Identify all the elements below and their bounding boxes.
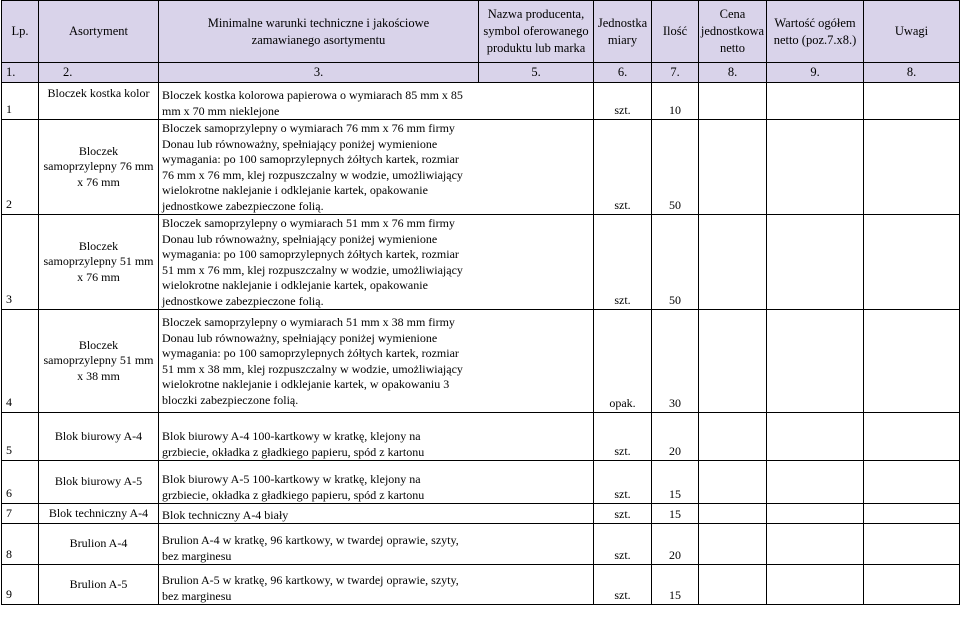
- row-price[interactable]: [699, 310, 767, 413]
- table-row: [2, 215, 960, 310]
- row-notes[interactable]: [864, 83, 960, 120]
- row-unit: opak.: [594, 310, 652, 413]
- row-quantity: 50: [652, 215, 699, 310]
- colnum-2: 2.: [39, 63, 159, 83]
- row-total[interactable]: [767, 120, 864, 215]
- row-price[interactable]: [699, 120, 767, 215]
- table-row: [2, 413, 960, 461]
- row-total[interactable]: [767, 413, 864, 461]
- row-notes[interactable]: [864, 461, 960, 504]
- row-quantity: 15: [652, 461, 699, 504]
- column-number-row: [2, 63, 960, 83]
- row-unit: szt.: [594, 504, 652, 524]
- row-unit: szt.: [594, 461, 652, 504]
- colnum-9: 8.: [864, 63, 960, 83]
- row-lp: 1: [2, 83, 39, 120]
- row-total[interactable]: [767, 504, 864, 524]
- row-total[interactable]: [767, 310, 864, 413]
- row-notes[interactable]: [864, 120, 960, 215]
- header-ilosc: Ilość: [652, 1, 699, 63]
- table-row: [2, 461, 960, 504]
- colnum-4: 5.: [479, 63, 594, 83]
- row-asortyment: Brulion A-4: [39, 524, 159, 565]
- row-notes[interactable]: [864, 215, 960, 310]
- row-lp: 2: [2, 120, 39, 215]
- row-quantity: 10: [652, 83, 699, 120]
- row-asortyment: Bloczek kostka kolor: [39, 83, 159, 120]
- row-description: Bloczek samoprzylepny o wymiarach 51 mm x 38 mm firmy Donau lub równoważny, spełniający poniżej wymienione wymagania: po 100 samoprzylepnych żółtych kartek, rozmiar 51 mm x 38 mm, klej rozpuszczalny w wodzie, umożliwiający wielokrotne naklejanie i odklejanie kartek, w opakowaniu 3 bloczki zabezpieczone folią.: [159, 310, 594, 413]
- row-unit: szt.: [594, 215, 652, 310]
- row-description: Brulion A-4 w kratkę, 96 kartkowy, w twardej oprawie, szyty, bez marginesu: [159, 524, 594, 565]
- row-description: Blok biurowy A-4 100-kartkowy w kratkę, klejony na grzbiecie, okładka z gładkiego papieru, spód z kartonu: [159, 413, 594, 461]
- row-unit: szt.: [594, 413, 652, 461]
- row-unit: szt.: [594, 83, 652, 120]
- row-lp: 5: [2, 413, 39, 461]
- table-row: [2, 83, 960, 120]
- colnum-8: 9.: [767, 63, 864, 83]
- colnum-6: 7.: [652, 63, 699, 83]
- row-total[interactable]: [767, 524, 864, 565]
- row-notes[interactable]: [864, 310, 960, 413]
- header-producent: Nazwa producenta, symbol oferowanego produktu lub marka: [479, 1, 594, 63]
- row-description: Blok techniczny A-4 biały: [159, 504, 594, 524]
- row-price[interactable]: [699, 504, 767, 524]
- header-lp: Lp.: [2, 1, 39, 63]
- row-total[interactable]: [767, 565, 864, 605]
- header-asortyment: Asortyment: [39, 1, 159, 63]
- row-lp: 8: [2, 524, 39, 565]
- row-asortyment: Bloczek samoprzylepny 51 mm x 76 mm: [39, 215, 159, 310]
- row-total[interactable]: [767, 215, 864, 310]
- row-notes[interactable]: [864, 413, 960, 461]
- row-price[interactable]: [699, 83, 767, 120]
- row-price[interactable]: [699, 215, 767, 310]
- row-notes[interactable]: [864, 524, 960, 565]
- row-asortyment: Brulion A-5: [39, 565, 159, 605]
- row-description: Brulion A-5 w kratkę, 96 kartkowy, w twardej oprawie, szyty, bez marginesu: [159, 565, 594, 605]
- header-uwagi: Uwagi: [864, 1, 960, 63]
- row-quantity: 20: [652, 413, 699, 461]
- row-asortyment: Bloczek samoprzylepny 76 mm x 76 mm: [39, 120, 159, 215]
- header-warunki: Minimalne warunki techniczne i jakościowe zamawianego asortymentu: [159, 1, 479, 63]
- row-notes[interactable]: [864, 504, 960, 524]
- row-quantity: 15: [652, 565, 699, 605]
- row-unit: szt.: [594, 565, 652, 605]
- row-quantity: 15: [652, 504, 699, 524]
- header-wartosc: Wartość ogółem netto (poz.7.x8.): [767, 1, 864, 63]
- row-asortyment: Blok techniczny A-4: [39, 504, 159, 524]
- row-asortyment: Blok biurowy A-4: [39, 413, 159, 461]
- row-price[interactable]: [699, 413, 767, 461]
- row-quantity: 50: [652, 120, 699, 215]
- table-row: [2, 310, 960, 413]
- header-jednostka: Jednostka miary: [594, 1, 652, 63]
- row-price[interactable]: [699, 565, 767, 605]
- row-asortyment: Bloczek samoprzylepny 51 mm x 38 mm: [39, 310, 159, 413]
- colnum-5: 6.: [594, 63, 652, 83]
- row-unit: szt.: [594, 524, 652, 565]
- order-table: [1, 0, 960, 605]
- table-row: [2, 524, 960, 565]
- row-description: Bloczek samoprzylepny o wymiarach 51 mm x 76 mm firmy Donau lub równoważny, spełniający poniżej wymienione wymagania: po 100 samoprzylepnych żółtych kartek, rozmiar 51 mm x 76 mm, klej rozpuszczalny w wodzie, umożliwiający wielokrotne naklejanie i odklejanie kartek, opakowanie jednostkowe zabezpieczone folią.: [159, 215, 594, 310]
- header-cena: Cena jednostkowa netto: [699, 1, 767, 63]
- row-quantity: 20: [652, 524, 699, 565]
- row-price[interactable]: [699, 461, 767, 504]
- row-description: Bloczek samoprzylepny o wymiarach 76 mm x 76 mm firmy Donau lub równoważny, spełniający poniżej wymienione wymagania: po 100 samoprzylepnych żółtych kartek, rozmiar 76 mm x 76 mm, klej rozpuszczalny w wodzie, umożliwiający wielokrotne naklejanie i odklejanie kartek, opakowanie jednostkowe zabezpieczone folią.: [159, 120, 594, 215]
- row-lp: 4: [2, 310, 39, 413]
- row-unit: szt.: [594, 120, 652, 215]
- row-description: Bloczek kostka kolorowa papierowa o wymiarach 85 mm x 85 mm x 70 mm nieklejone: [159, 83, 594, 120]
- header-row: [2, 1, 960, 63]
- row-lp: 7: [2, 504, 39, 524]
- row-lp: 6: [2, 461, 39, 504]
- row-asortyment: Blok biurowy A-5: [39, 461, 159, 504]
- colnum-3: 3.: [159, 63, 479, 83]
- row-lp: 9: [2, 565, 39, 605]
- row-total[interactable]: [767, 83, 864, 120]
- row-notes[interactable]: [864, 565, 960, 605]
- row-total[interactable]: [767, 461, 864, 504]
- row-quantity: 30: [652, 310, 699, 413]
- table-row: [2, 120, 960, 215]
- colnum-1: 1.: [2, 63, 39, 83]
- row-price[interactable]: [699, 524, 767, 565]
- colnum-7: 8.: [699, 63, 767, 83]
- table-row: [2, 504, 960, 524]
- row-lp: 3: [2, 215, 39, 310]
- table-row: [2, 565, 960, 605]
- row-description: Blok biurowy A-5 100-kartkowy w kratkę, klejony na grzbiecie, okładka z gładkiego papieru, spód z kartonu: [159, 461, 594, 504]
